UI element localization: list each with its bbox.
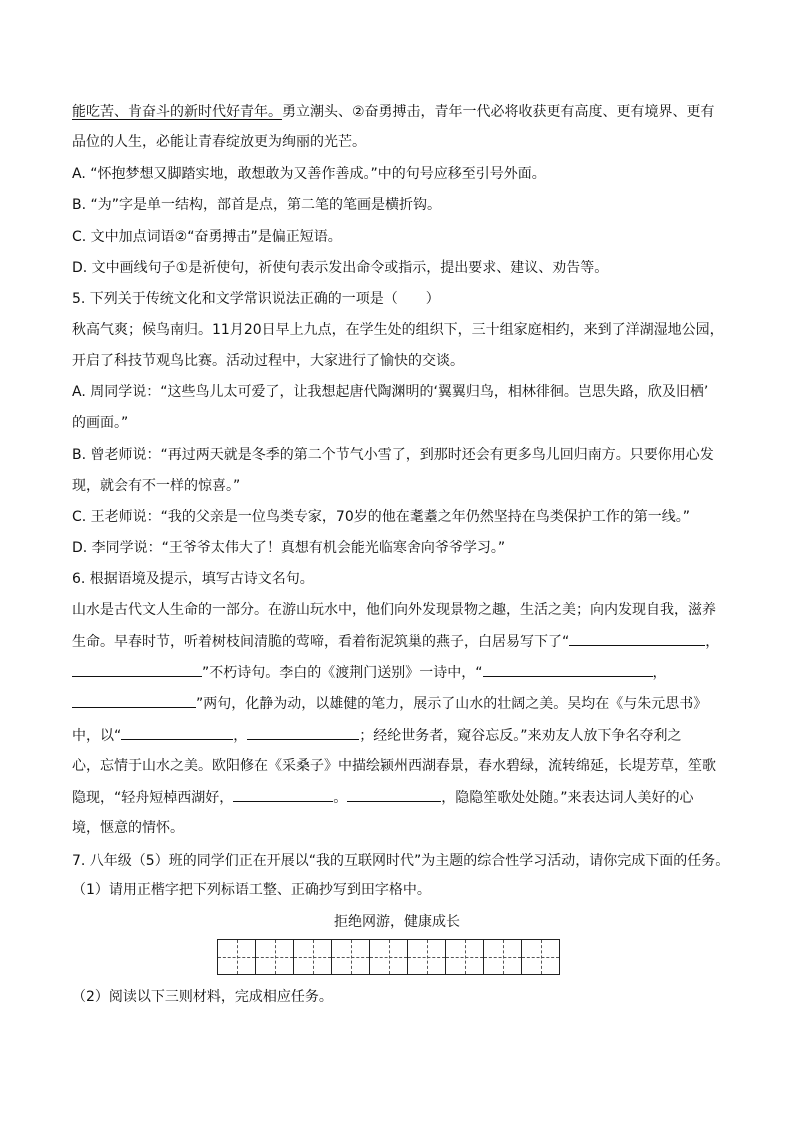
q6-line-2: 生命。早春时节，听着树枝间清脆的莺啼，看着衔泥筑巢的燕子，白居易写下了“ ， [72,631,722,652]
q6-line-4: ”两句，化静为动，以雄健的笔力，展示了山水的壮阔之美。吴均在《与朱元思书》 [72,693,722,714]
q4-option-c: C. 文中加点词语②“奋勇搏击”是偏正短语。 [72,229,342,245]
q5-option-c: C. 王老师说：“我的父亲是一位鸟类专家，70岁的他在耄耋之年仍然坚持在鸟类保护工作的第一线。” [72,509,690,525]
grid-cell[interactable] [521,939,560,975]
q6-line-5: 中，以“ ， ；经纶世务者，窥谷忘反。”来劝友人放下争名夺利之 [72,725,722,746]
slogan-caption: 拒绝网游，健康成长 [334,914,460,930]
answer-blank[interactable] [347,787,441,802]
q4-option-a: A. “怀抱梦想又脚踏实地，敢想敢为又善作善成。”中的句号应移至引号外面。 [72,166,546,182]
question-5-stem: 5. 下列关于传统文化和文学常识说法正确的一项是（ ） [72,291,440,307]
grid-cell[interactable] [407,939,446,975]
q4-option-b: B. “为”字是单一结构，部首是点，第二笔的笔画是横折钩。 [72,197,442,213]
q5-option-a-line-2: 的画面。” [72,415,129,431]
q6-line-8: 境，惬意的情怀。 [72,820,184,836]
question-7-stem: 7. 八年级（5）班的同学们正在开展以“我的互联网时代”为主题的综合性学习活动，请你完成下面的任务。 [72,853,730,869]
grid-cell[interactable] [369,939,408,975]
answer-blank[interactable] [121,725,233,740]
underlined-sentence: 能吃苦、肯奋斗的新时代好青年。 [72,104,282,120]
tianzige-grid [218,939,560,975]
answer-blank[interactable] [72,693,196,708]
q5-context-line-2: 开启了科技节观鸟比赛。活动过程中，大家进行了愉快的交谈。 [72,353,464,369]
q7-task-2: （2）阅读以下三则材料，完成相应任务。 [72,989,333,1005]
answer-blank[interactable] [233,787,333,802]
q5-option-d: D. 李同学说：“王爷爷太伟大了！真想有机会能光临寒舍向爷爷学习。” [72,540,506,556]
answer-blank[interactable] [569,631,705,646]
question-6-stem: 6. 根据语境及提示，填写古诗文名句。 [72,571,314,587]
q5-context-line-1: 秋高气爽；候鸟南归。11月20日早上九点，在学生处的组织下，三十组家庭相约，来到了洋湖湿地公园， [72,322,724,338]
answer-blank[interactable] [483,662,653,677]
answer-blank[interactable] [72,662,202,677]
q5-option-b-line-1: B. 曾老师说：“再过两天就是冬季的第二个节气小雪了，到那时还会有更多鸟儿回归南方。只要你用心发 [72,447,714,463]
grid-cell[interactable] [483,939,522,975]
q4-option-d: D. 文中画线句子①是祈使句，祈使句表示发出命令或指示，提出要求、建议、劝告等。 [72,260,609,276]
paragraph-line-1: 能吃苦、肯奋斗的新时代好青年。勇立潮头、②奋勇搏击，青年一代必将收获更有高度、更有境界、更有 [72,104,715,120]
grid-cell[interactable] [293,939,332,975]
q7-task-1: （1）请用正楷字把下列标语工整、正确抄写到田字格中。 [72,882,431,898]
q6-line-6: 心，忘情于山水之美。欧阳修在《采桑子》中描绘颍州西湖春景，春水碧绿，流转绵延，长堤芳草，笙歌 [72,758,716,774]
answer-blank[interactable] [247,725,359,740]
q5-option-b-line-2: 现，就会有不一样的惊喜。” [72,478,241,494]
grid-cell[interactable] [217,939,256,975]
paragraph-line-2: 品位的人生，必能让青春绽放更为绚丽的光芒。 [72,134,366,150]
q6-line-3: ”不朽诗句。李白的《渡荆门送别》一诗中，“ ， [72,662,722,683]
grid-cell[interactable] [255,939,294,975]
grid-cell[interactable] [445,939,484,975]
q6-line-7: 隐现，“轻舟短棹西湖好， 。 ，隐隐笙歌处处随。”来表达词人美好的心 [72,787,722,808]
grid-cell[interactable] [331,939,370,975]
q6-line-1: 山水是古代文人生命的一部分。在游山玩水中，他们向外发现景物之趣，生活之美；向内发现自我，滋养 [72,602,716,618]
q5-option-a-line-1: A. 周同学说：“这些鸟儿太可爱了，让我想起唐代陶渊明的‘翼翼归鸟，相林徘徊。岂思失路，欣及旧栖’ [72,384,709,400]
